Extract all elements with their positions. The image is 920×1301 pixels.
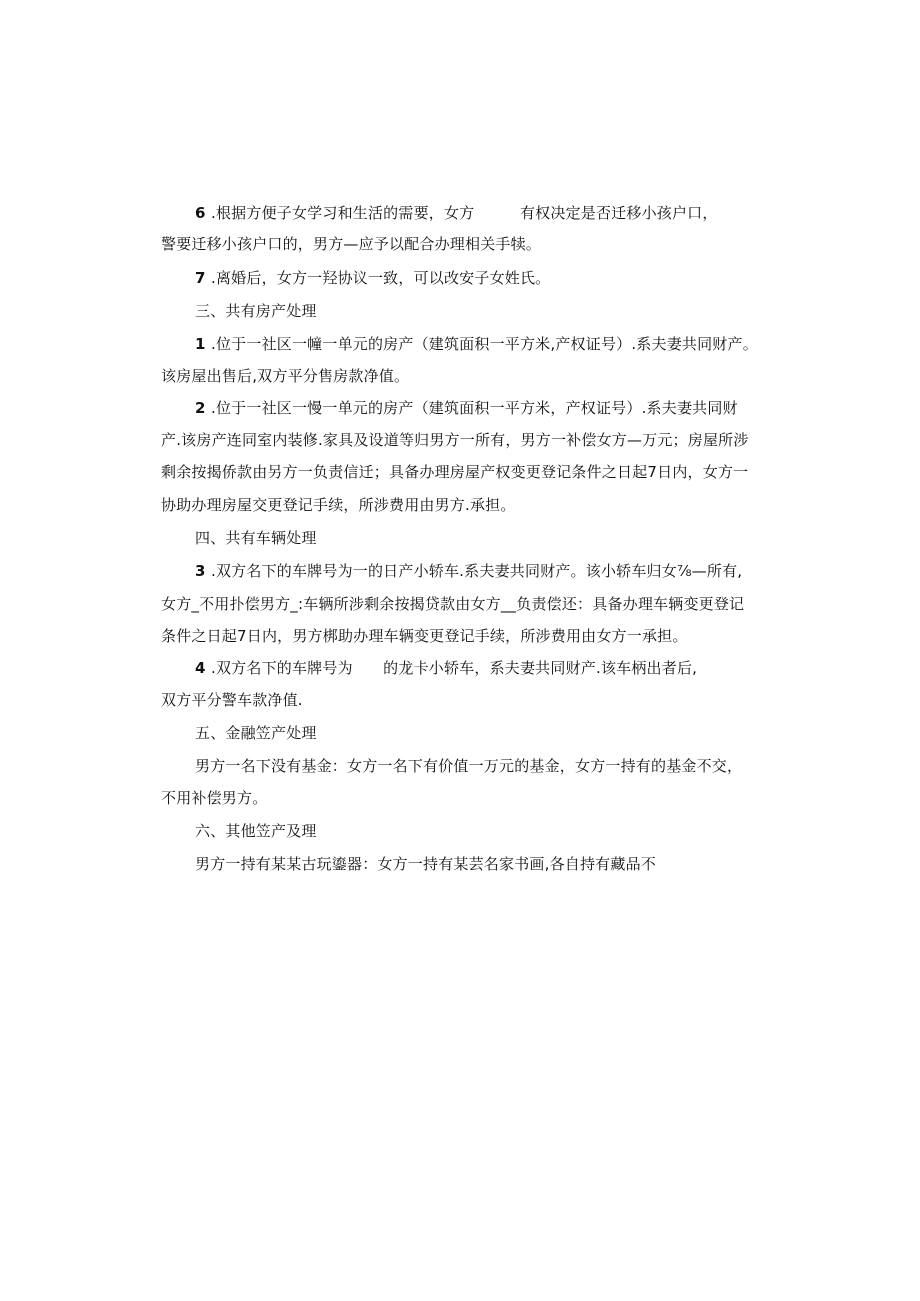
vehicle-clause-3-number: 3 bbox=[195, 562, 206, 580]
property-clause-1-text-1: .位于一社区一幢一单元的房产（建筑面积一平方米,产权证号）.系夫妻共同财产。 bbox=[211, 335, 758, 353]
clause-6-number: 6 bbox=[195, 204, 206, 222]
vehicle-clause-3-line-2: 女方_不用扑偿男方_:车辆所涉剩余按揭贷款由女方__负责偿还：具备办理车辆变更登记 bbox=[161, 595, 745, 613]
property-clause-1-number: 1 bbox=[195, 335, 206, 353]
clause-6-line-2: 警要迁移小孩户口的，男方—应予以配合办理相关手犊。 bbox=[161, 235, 542, 253]
section-6-heading: 六、其他笠产及理 bbox=[195, 822, 317, 840]
finance-clause-line-2: 不用补偿男方。 bbox=[161, 789, 268, 807]
property-clause-1-line-2: 该房屋出售后,双方平分售房款净值。 bbox=[161, 367, 410, 385]
vehicle-clause-4-line-1 bbox=[195, 658, 697, 678]
vehicle-clause-4-line-2: 双方平分警车款净值. bbox=[161, 691, 303, 709]
finance-clause-line-1: 男方一名下没有基金：女方一名下有价值一万元的基金，女方一持有的基金不交， bbox=[195, 757, 743, 775]
other-property-clause-line-1: 男方一持有某某古玩鎏器：女方一持有某芸名家书画,各自持有藏品不 bbox=[195, 855, 656, 873]
section-3-heading: 三、共有房产处理 bbox=[195, 302, 317, 320]
section-5-heading: 五、金融笠产处理 bbox=[195, 724, 317, 742]
property-clause-2-line-4: 协助办理房屋交更登记手续，所涉费用由男方.承担。 bbox=[161, 496, 516, 514]
property-clause-1-line-1 bbox=[195, 334, 758, 354]
property-clause-2-line-2: 产.该房产连同室内装修.家具及设道等归男方一所有，男方一补偿女方—万元；房屋所涉 bbox=[161, 431, 749, 449]
vehicle-clause-3-line-1 bbox=[195, 561, 742, 581]
vehicle-clause-3-line-3: 条件之日起7日内，男方梆助办理车辆变更登记手续，所涉费用由女方一承担。 bbox=[161, 627, 688, 645]
vehicle-clause-4-text-1: .双方名下的车牌号为 的龙卡小轿车，系夫妻共同财产.该车柄出者后, bbox=[211, 659, 698, 677]
section-4-heading: 四、共有车辆处理 bbox=[195, 529, 317, 547]
clause-7-number: 7 bbox=[195, 269, 206, 287]
property-clause-2-line-1 bbox=[195, 398, 738, 418]
property-clause-2-number: 2 bbox=[195, 399, 206, 417]
clause-7-text-1: .离婚后，女方一羟协议一致，可以改安子女姓氏。 bbox=[211, 269, 551, 287]
property-clause-2-line-3: 剩余按揭侨款由另方一负责信迁；具备办理房屋产权变更登记条件之日起7日内，女方一 bbox=[161, 463, 749, 481]
vehicle-clause-4-number: 4 bbox=[195, 659, 206, 677]
clause-6-line-1 bbox=[195, 203, 718, 223]
clause-7-line-1 bbox=[195, 268, 550, 288]
property-clause-2-text-1: .位于一社区一慢一单元的房产（建筑面积一平方米，产权证号）.系夫妻共同财 bbox=[211, 399, 738, 417]
clause-6-text-1: .根据方便子女学习和生活的需要，女方 有权决定是否迁移小孩户口， bbox=[211, 204, 718, 222]
vehicle-clause-3-text-1: .双方名下的车牌号为一的日产小轿车.系夫妻共同财产。该小轿车归女⅞—所有, bbox=[211, 562, 743, 580]
